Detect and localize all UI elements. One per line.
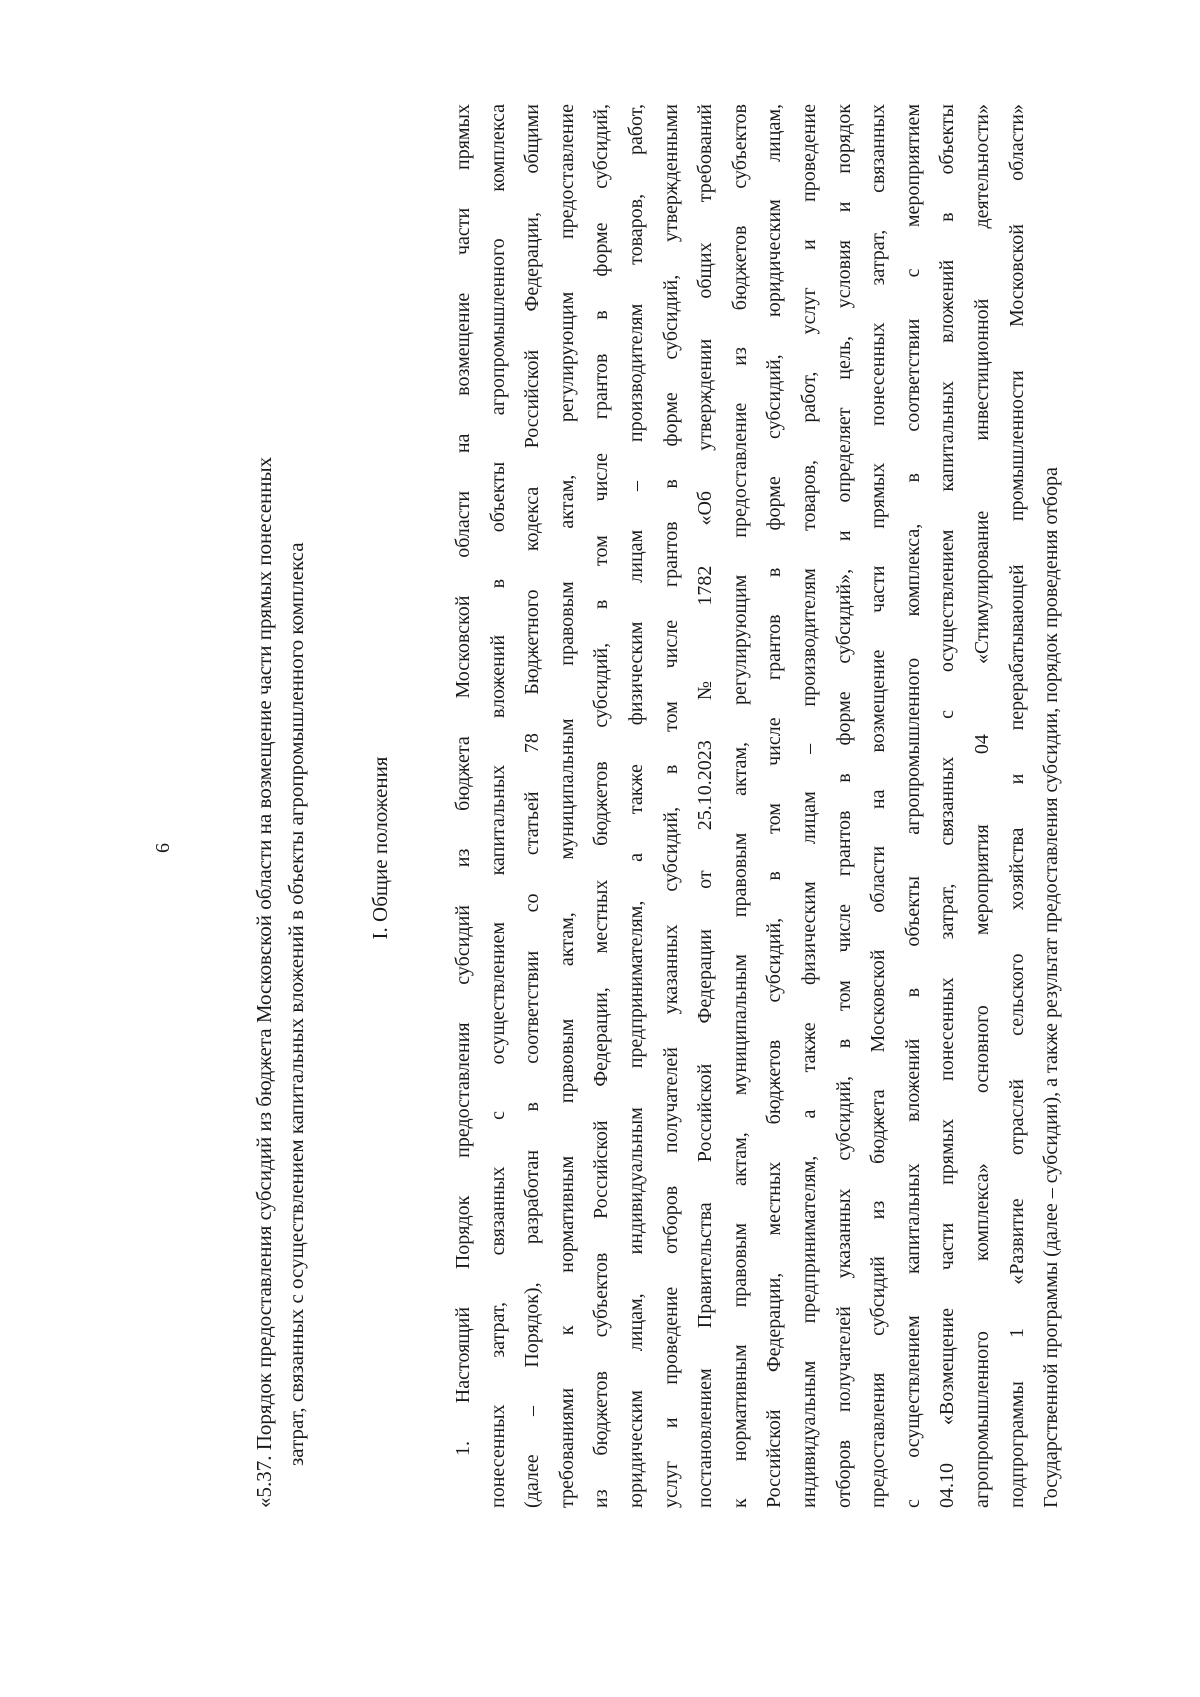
rotated-content xyxy=(100,98,1100,1598)
paragraph-line: с осуществлением капитальных вложений в объекты агропромышленного комплекса, в соответствии с мероприятием xyxy=(901,104,924,1508)
paragraph-line: из бюджетов субъектов Российской Федерации, местных бюджетов субсидий, в том числе грантов в форме субсидий, xyxy=(590,104,613,1508)
paragraph-line: (далее – Порядок), разработан в соответствии со статьей 78 Бюджетного кодекса Российской Федерации, общими xyxy=(521,104,544,1508)
paragraph-line: Государственной программы (далее – субсидии), а также результат предоставления субсидии, порядок проведения отбора xyxy=(1040,467,1063,1508)
page-number: 6 xyxy=(152,843,174,853)
document-heading xyxy=(248,358,312,1508)
paragraph-line: предоставления субсидий из бюджета Московской области на возмещение части прямых понесенных затрат, связанных xyxy=(867,104,890,1508)
paragraph-line: отборов получателей указанных субсидий, в том числе грантов в форме субсидий», и определяет цель, условия и порядок xyxy=(832,104,855,1508)
paragraph-line: индивидуальным предпринимателям, а также физическим лицам – производителям товаров, работ, услуг и проведение xyxy=(797,104,820,1508)
paragraph-line: 1. Настоящий Порядок предоставления субсидий из бюджета Московской области на возмещение части прямых xyxy=(452,104,474,1456)
paragraph-line: Российской Федерации, местных бюджетов субсидий, в том числе грантов в форме субсидий, юридическим лицам, xyxy=(763,104,786,1508)
paragraph-line: агропромышленного комплекса» основного мероприятия 04 «Стимулирование инвестиционной деятельности» xyxy=(970,104,993,1508)
heading-line-1: «5.37. Порядок предоставления субсидий из бюджета Московской области на возмещение части прямых понесенных xyxy=(252,456,276,1508)
paragraph-line: понесенных затрат, связанных с осуществлением капитальных вложений в объекты агропромышленного комплекса xyxy=(486,104,509,1508)
paragraph-line: 04.10 «Возмещение части прямых понесенных затрат, связанных с осуществлением капитальных вложений в объекты xyxy=(936,104,959,1508)
paragraph-line: постановлением Правительства Российской Федерации от 25.10.2023 № 1782 «Об утверждении общих требований xyxy=(694,104,717,1508)
paragraph-1 xyxy=(446,104,1069,1508)
section-title: I. Общие положения xyxy=(368,756,392,940)
paragraph-line: подпрограммы 1 «Развитие отраслей сельского хозяйства и перерабатывающей промышленности Московской области» xyxy=(1005,104,1028,1508)
paragraph-line: услуг и проведение отборов получателей указанных субсидий, в том числе грантов в форме субсидий, утвержденными xyxy=(659,104,682,1508)
paragraph-line: к нормативным правовым актам, муниципальным правовым актам, регулирующим предоставление из бюджетов субъектов xyxy=(728,104,751,1508)
paragraph-line: требованиями к нормативным правовым актам, муниципальным правовым актам, регулирующим предоставление xyxy=(555,104,578,1508)
heading-line-2: затрат, связанных с осуществлением капитальных вложений в объекты агропромышленного комплекса xyxy=(284,542,308,1466)
paragraph-line: юридическим лицам, индивидуальным предпринимателям, а также физическим лицам – производителям товаров, работ, xyxy=(624,104,647,1508)
